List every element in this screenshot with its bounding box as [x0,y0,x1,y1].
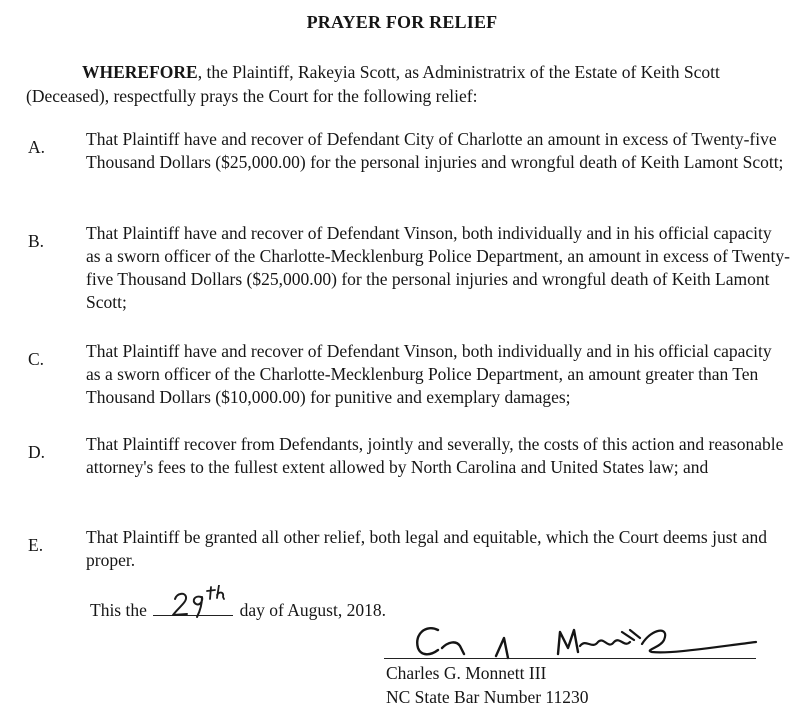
relief-item-text: That Plaintiff have and recover of Defendant City of Charlotte an amount in excess of Twenty-five Thousand Dollars ($25,000.00) for the personal injuries and wrongful death of Keith Lamont Scott; [86,129,784,172]
handwritten-signature [408,620,758,666]
date-suffix: day of August, 2018. [239,600,386,620]
relief-item-text: That Plaintiff be granted all other relief, both legal and equitable, which the Court deems just and proper. [86,527,768,570]
section-heading: PRAYER FOR RELIEF [306,12,498,32]
day-blank [153,597,233,616]
relief-item-text: That Plaintiff recover from Defendants, jointly and severally, the costs of this action and reasonable attorney's fees to the fullest extent allowed by North Carolina and United States law; and [86,434,784,477]
handwritten-day [169,585,235,621]
signer-name: Charles G. Monnett III [386,663,547,683]
relief-item-text: That Plaintiff have and recover of Defendant Vinson, both individually and in his official capacity as a sworn officer of the Charlotte-Mecklenburg Police Department, an amount greater than Ten Thousand Dollars ($10,000.00) for punitive and exemplary damages; [86,341,772,407]
signer-bar-number: NC State Bar Number 11230 [386,687,589,707]
signature-line [384,658,756,659]
signer-block [386,661,589,709]
intro-lead: WHEREFORE [82,62,198,82]
relief-item-letter: C. [28,349,45,369]
relief-item-letter: E. [28,535,44,555]
relief-item-letter: A. [28,137,46,157]
intro-text: , the Plaintiff, Rakeyia Scott, as Administratrix of the Estate of Keith Scott (Deceased), respectfully prays the Court for the following relief: [26,62,720,106]
relief-item-letter: B. [28,231,45,251]
relief-item-letter: D. [28,442,46,462]
date-line [90,597,386,622]
date-prefix: This the [90,600,147,620]
intro-paragraph [26,60,786,108]
relief-item-text: That Plaintiff have and recover of Defendant Vinson, both individually and in his official capacity as a sworn officer of the Charlotte-Mecklenburg Police Department, an amount in excess of Twenty-five Thousand Dollars ($25,000.00) for the personal injuries and wrongful death of Keith Lamont Scott; [86,223,790,312]
